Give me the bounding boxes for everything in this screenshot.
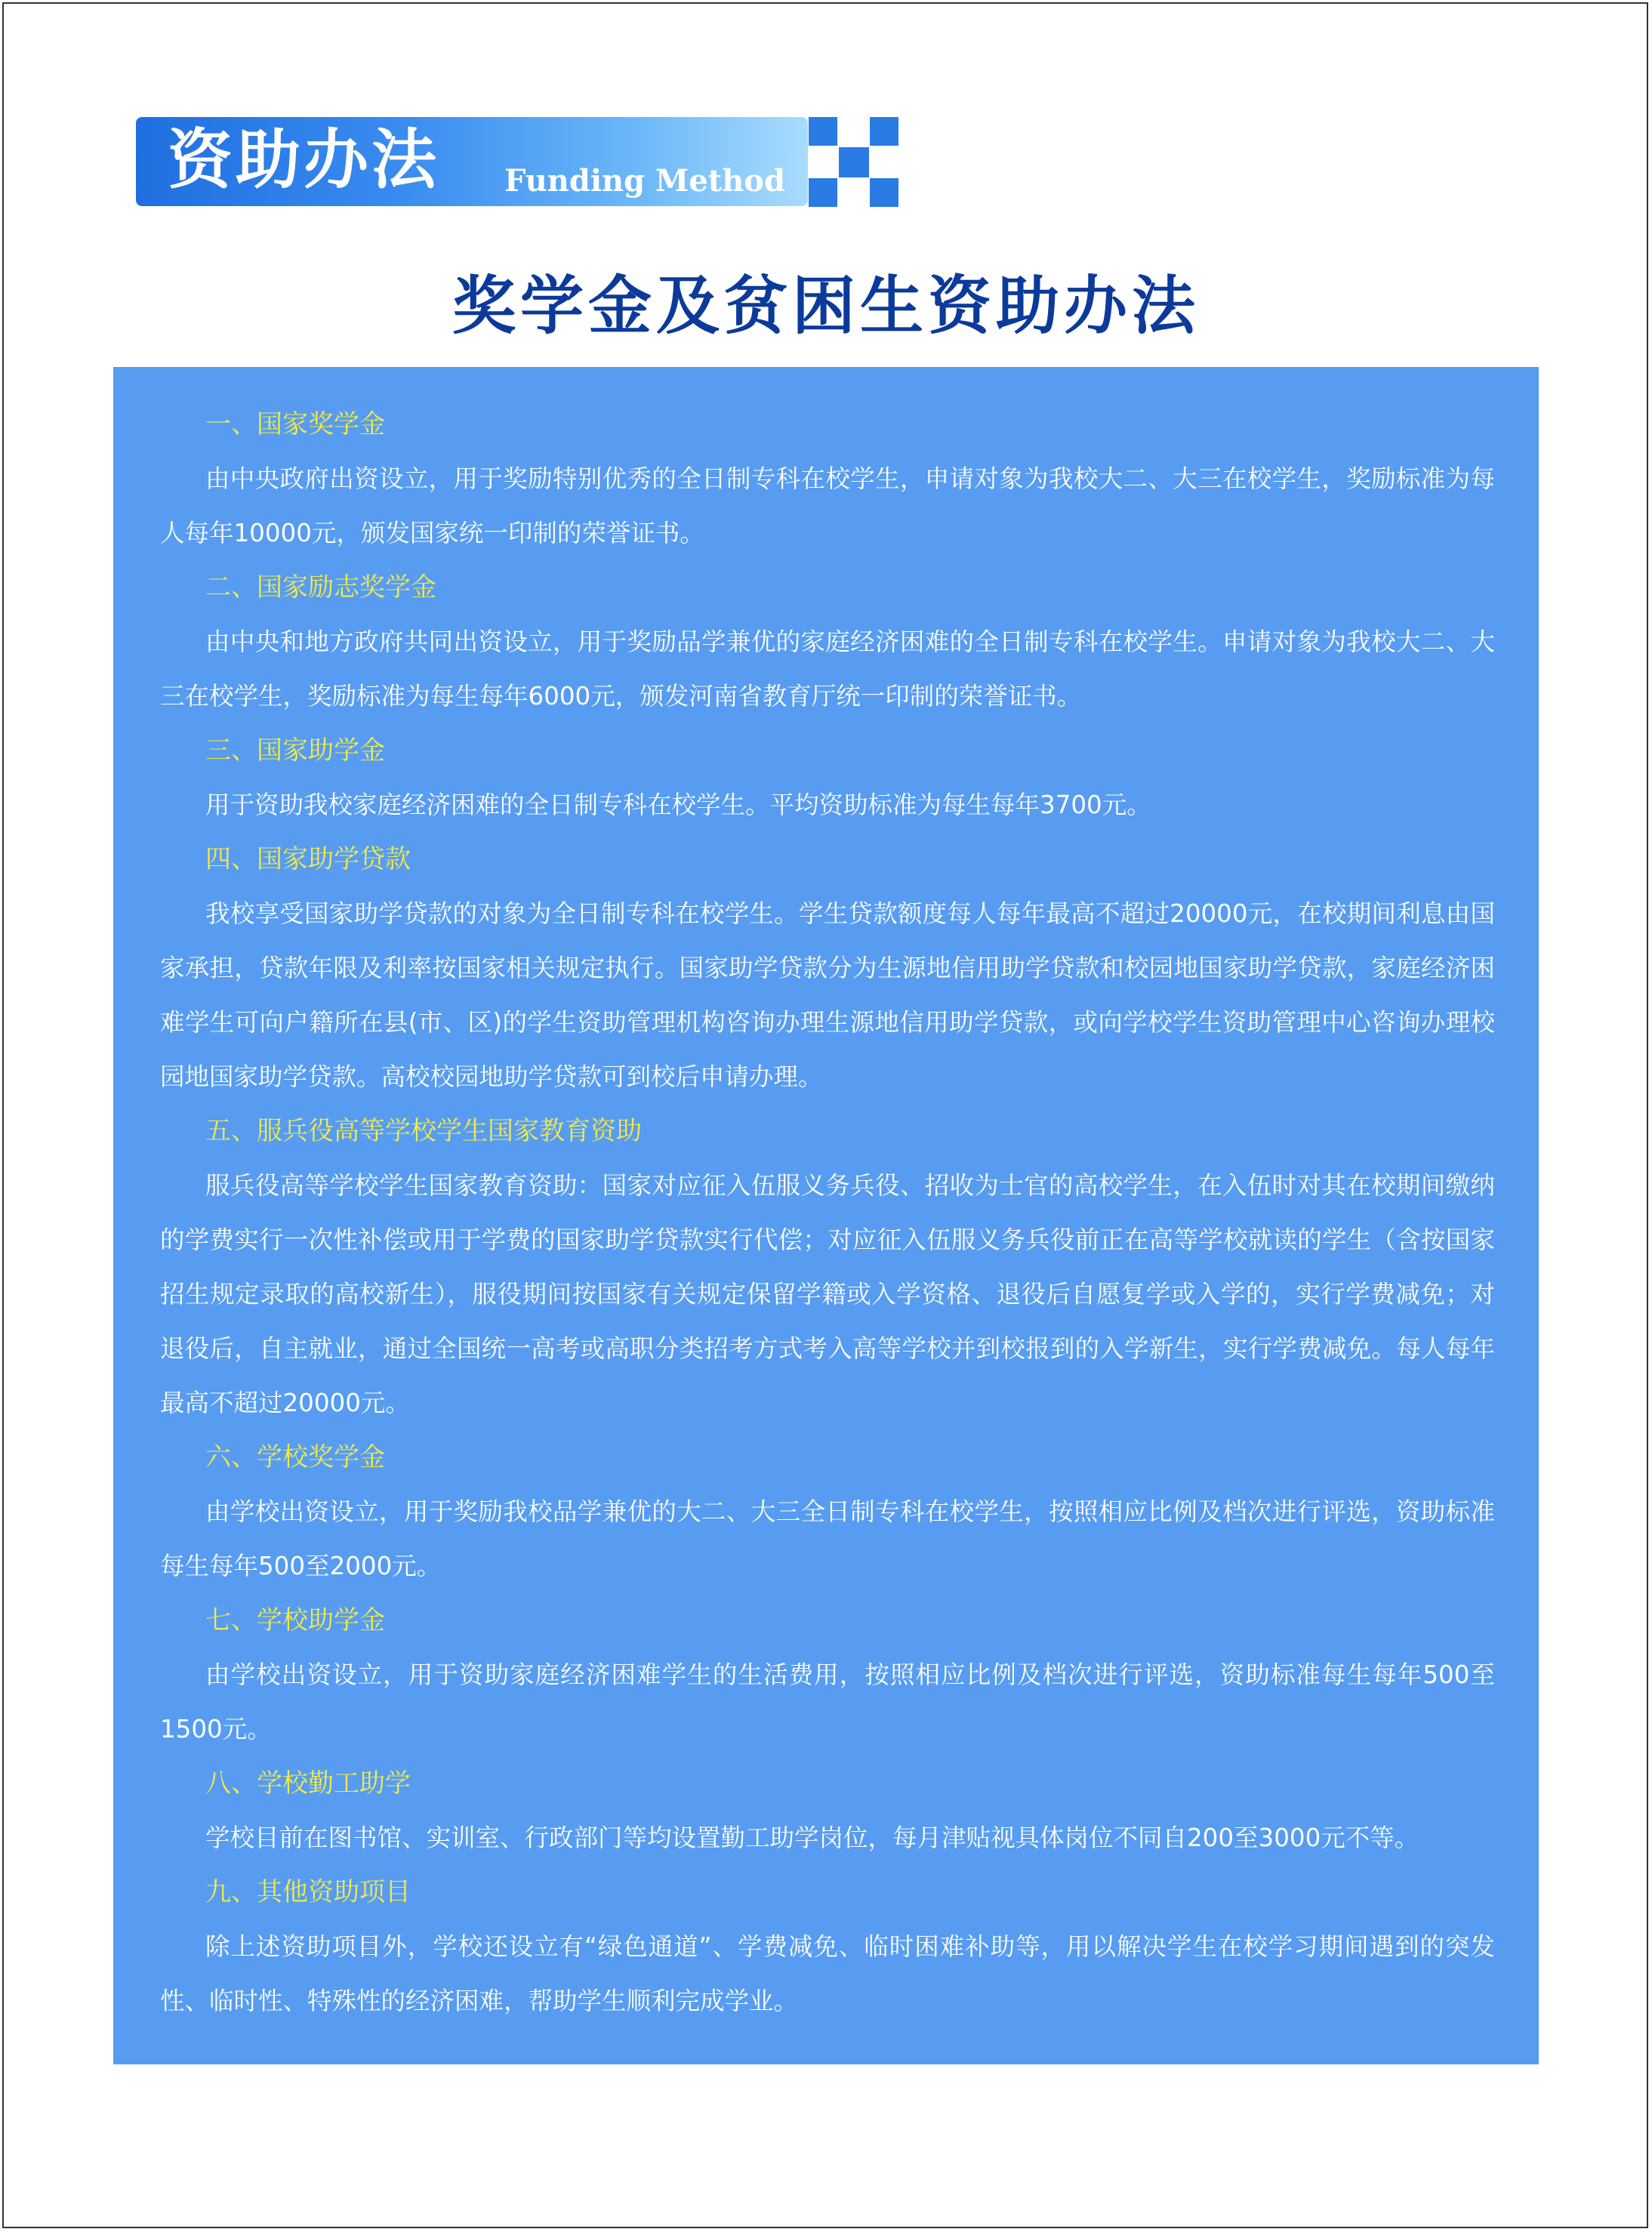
section-body: 学校目前在图书馆、实训室、行政部门等均设置勤工助学岗位，每月津贴视具体岗位不同自200至3000元不等。 [205, 1824, 1419, 1852]
section-national-scholarship [160, 397, 1495, 560]
section-body: 服兵役高等学校学生国家教育资助：国家对应征入伍服义务兵役、招收为士官的高校学生，在入伍时对其在校期间缴纳的学费实行一次性补偿或用于学费的国家助学贷款实行代偿；对应征入伍服义务兵役前正在高等学校就读的学生（含按国家招生规定录取的高校新生），服役期间按国家有关规定保留学籍或入学资格、退役后自愿复学或入学的，实行学费减免；对退役后，自主就业，通过全国统一高考或高职分类招考方式考入高等学校并到校报到的入学新生，实行学费减免。每人每年最高不超过20000元。 [160, 1171, 1495, 1417]
section-school-scholarship [160, 1430, 1495, 1593]
section-heading: 三、国家助学金 [205, 735, 385, 766]
section-heading: 五、服兵役高等学校学生国家教育资助 [205, 1116, 642, 1146]
section-body: 用于资助我校家庭经济困难的全日制专科在校学生。平均资助标准为每生每年3700元。 [205, 791, 1151, 819]
decorative-square [809, 178, 837, 207]
section-body: 由中央政府出资设立，用于奖励特别优秀的全日制专科在校学生，申请对象为我校大二、大三在校学生，奖励标准为每人每年10000元，颁发国家统一印制的荣誉证书。 [160, 464, 1495, 547]
section-body: 由学校出资设立，用于资助家庭经济困难学生的生活费用，按照相应比例及档次进行评选，资助标准每生每年500至1500元。 [160, 1660, 1495, 1743]
section-other-aid [160, 1865, 1495, 2028]
section-heading: 八、学校勤工助学 [205, 1768, 411, 1799]
section-heading: 二、国家励志奖学金 [205, 572, 436, 603]
section-work-study [160, 1756, 1495, 1865]
section-body: 我校享受国家助学贷款的对象为全日制专科在校学生。学生贷款额度每人每年最高不超过20000元，在校期间利息由国家承担，贷款年限及利率按国家相关规定执行。国家助学贷款分为生源地信用助学贷款和校园地国家助学贷款，家庭经济困难学生可向户籍所在县(市、区)的学生资助管理机构咨询办理生源地信用助学贷款，或向学校学生资助管理中心咨询办理校园地国家助学贷款。高校校园地助学贷款可到校后申请办理。 [160, 899, 1495, 1091]
main-title: 奖学金及贫困生资助办法 [452, 269, 1200, 343]
header-title: 资助办法 [168, 122, 439, 198]
decorative-square [870, 178, 898, 207]
content-panel [113, 367, 1539, 2064]
decorative-square [870, 117, 898, 146]
section-school-grant [160, 1593, 1495, 1756]
section-heading: 一、国家奖学金 [205, 409, 385, 439]
section-body: 由学校出资设立，用于奖励我校品学兼优的大二、大三全日制专科在校学生，按照相应比例及档次进行评选，资助标准每生每年500至2000元。 [160, 1497, 1495, 1580]
section-military-service-aid [160, 1104, 1495, 1430]
decorative-square [839, 147, 869, 177]
section-heading: 六、学校奖学金 [205, 1442, 385, 1472]
section-heading: 九、其他资助项目 [205, 1877, 411, 1907]
section-body: 除上述资助项目外，学校还设立有“绿色通道”、学费减免、临时困难补助等，用以解决学生在校学习期间遇到的突发性、临时性、特殊性的经济困难，帮助学生顺利完成学业。 [160, 1932, 1495, 2015]
header-subtitle: Funding Method [504, 163, 785, 199]
decorative-square [809, 117, 837, 146]
section-national-grant [160, 723, 1495, 832]
section-national-student-loan [160, 832, 1495, 1104]
section-national-encouragement-scholarship [160, 560, 1495, 723]
section-body: 由中央和地方政府共同出资设立，用于奖励品学兼优的家庭经济困难的全日制专科在校学生。申请对象为我校大二、大三在校学生，奖励标准为每生每年6000元，颁发河南省教育厅统一印制的荣誉证书。 [160, 627, 1495, 711]
section-heading: 七、学校助学金 [205, 1605, 385, 1635]
section-heading: 四、国家助学贷款 [205, 844, 411, 874]
